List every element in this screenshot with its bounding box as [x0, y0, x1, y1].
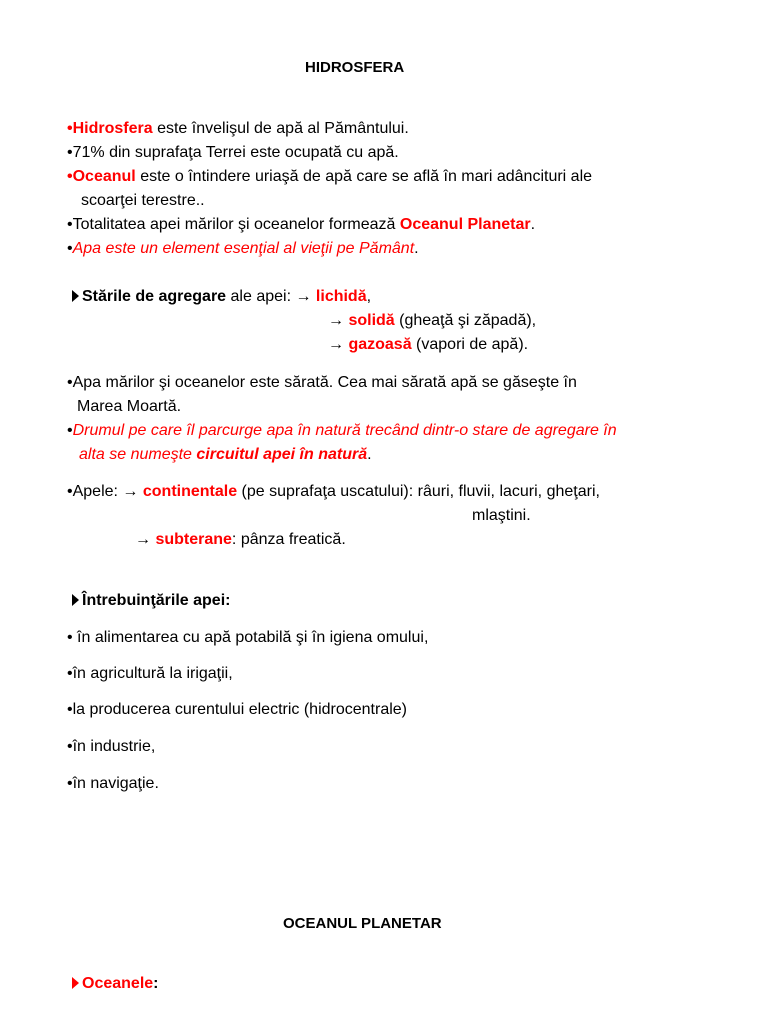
gazoasa-desc: (vapori de apă). — [411, 336, 529, 353]
list-item-text: în alimentarea cu apă potabilă şi în igiena omului, — [72, 629, 429, 646]
term-solida: solidă — [348, 312, 395, 329]
intro-line-3-continued: scoarţei terestre.. — [81, 192, 205, 209]
triangle-bullet-icon — [72, 977, 79, 989]
sarata-line-1-text: Apa mărilor şi oceanelor este sărată. Cea mai sărată apă se găseşte în — [72, 374, 577, 391]
intro-line-5-text: Apa este un element esenţial al vieţii pe Pământ — [72, 240, 415, 257]
list-item-text: la producerea curentului electric (hidrocentrale) — [72, 701, 407, 718]
bullet: • — [67, 144, 73, 161]
intro-line-2 — [67, 143, 399, 163]
period: . — [414, 240, 419, 257]
term-oceanul: Oceanul — [72, 168, 136, 185]
continentale-desc: (pe suprafaţa uscatului): râuri, fluvii, lacuri, gheţari, — [237, 483, 600, 500]
term-lichida: lichidă — [315, 288, 367, 305]
term-continentale: continentale — [142, 483, 238, 500]
apele-line-1 — [67, 482, 600, 502]
sarata-line-2: Marea Moartă. — [77, 398, 182, 415]
arrow-icon: → — [135, 531, 151, 548]
solida-desc: (gheaţă şi zăpadă), — [394, 312, 537, 329]
intro-line-1-text: este învelişul de apă al Pământului. — [152, 120, 409, 137]
bullet: • — [67, 701, 73, 718]
intro-line-4 — [67, 215, 535, 235]
list-item — [67, 664, 233, 684]
circuit-line-1 — [67, 421, 617, 441]
subterane-desc: : pânza freatică. — [231, 531, 346, 548]
bullet: • — [67, 775, 73, 792]
sarata-line-1 — [67, 373, 577, 393]
comma: , — [366, 288, 372, 305]
apele-line-2 — [135, 530, 346, 550]
term-oceanele: Oceanele — [82, 975, 154, 992]
term-oceanul-planetar: Oceanul Planetar — [399, 216, 531, 233]
colon: : — [153, 975, 159, 992]
page-title: HIDROSFERA — [305, 59, 405, 76]
list-item — [67, 737, 155, 757]
intro-line-1 — [67, 119, 409, 139]
section-title-oceanul-planetar: OCEANUL PLANETAR — [283, 915, 442, 932]
arrow-icon: → — [328, 312, 344, 329]
term-gazoasa: gazoasă — [348, 336, 412, 353]
stari-heading-rest: ale apei: — [226, 288, 296, 305]
term-hidrosfera: Hidrosfera — [72, 120, 153, 137]
intro-line-3 — [67, 167, 592, 187]
bullet: • — [67, 422, 73, 439]
list-item — [67, 774, 159, 794]
intro-line-4-text: Totalitatea apei mărilor şi oceanelor formează — [72, 216, 400, 233]
bullet: • — [67, 168, 73, 185]
term-circuitul-apei: circuitul apei în natură — [196, 446, 368, 463]
list-item — [67, 628, 428, 648]
bullet: • — [67, 629, 73, 646]
term-subterane: subterane — [155, 531, 232, 548]
list-item-text: în industrie, — [72, 738, 156, 755]
apele-label: Apele: — [72, 483, 123, 500]
bullet: • — [67, 483, 73, 500]
oceanele-heading-line — [72, 974, 158, 994]
intrebuintari-heading-line — [72, 591, 230, 611]
list-item-text: în agricultură la irigaţii, — [72, 665, 233, 682]
bullet: • — [67, 374, 73, 391]
bullet: • — [67, 216, 73, 233]
triangle-bullet-icon — [72, 290, 79, 302]
intro-line-2-text: 71% din suprafaţa Terrei este ocupată cu apă. — [72, 144, 399, 161]
bullet: • — [67, 120, 73, 137]
intrebuintari-heading: Întrebuinţările apei: — [82, 592, 231, 609]
stari-solida-line — [328, 311, 536, 331]
circuit-line-2-text: alta se numeşte — [79, 446, 197, 463]
stari-heading-line — [72, 287, 371, 307]
arrow-icon: → — [122, 483, 139, 500]
circuit-line-1-text: Drumul pe care îl parcurge apa în natură trecând dintr-o stare de agregare în — [72, 422, 617, 439]
stari-gazoasa-line — [328, 335, 528, 355]
bullet: • — [67, 240, 73, 257]
list-item — [67, 700, 407, 720]
circuit-line-2 — [79, 445, 372, 465]
intro-line-3-text: este o întindere uriaşă de apă care se află în mari adâncituri ale — [135, 168, 593, 185]
list-item-text: în navigaţie. — [72, 775, 159, 792]
bullet: • — [67, 665, 73, 682]
intro-line-5 — [67, 239, 419, 259]
stari-heading: Stările de agregare — [82, 288, 227, 305]
period: . — [530, 216, 536, 233]
period: . — [367, 446, 372, 463]
apele-line-1-continued: mlaştini. — [472, 507, 531, 524]
triangle-bullet-icon — [72, 594, 79, 606]
arrow-icon: → — [295, 288, 312, 305]
bullet: • — [67, 738, 73, 755]
arrow-icon: → — [328, 336, 344, 353]
